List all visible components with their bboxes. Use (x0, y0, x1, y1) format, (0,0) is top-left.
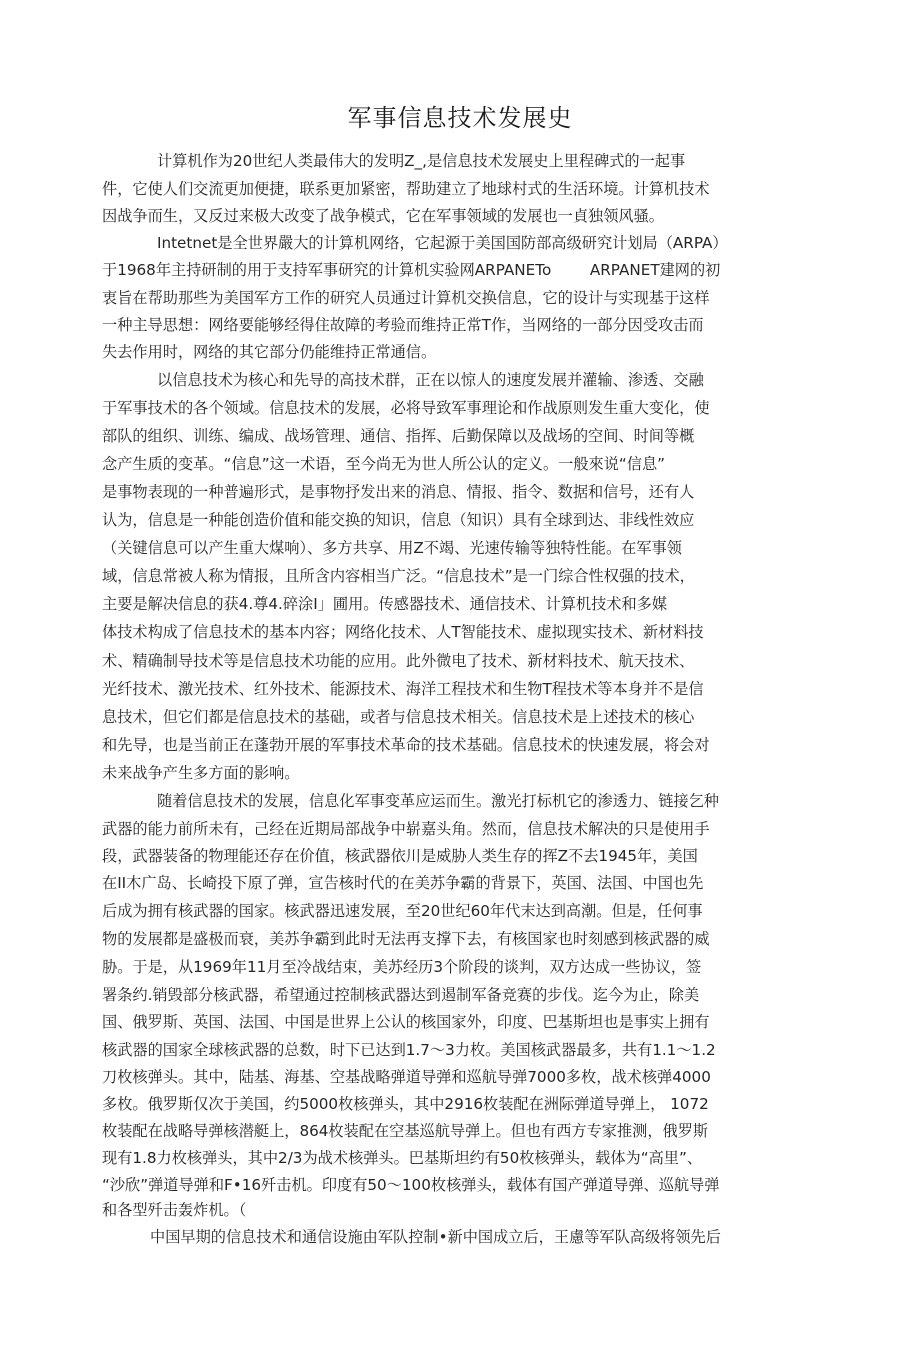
paragraph-3-line-6: 认为，信息是一种能创造价值和能交换的知识，信息（知识）具有全球到达、非线性效应 (102, 511, 695, 529)
paragraph-3-line-5: 是事物表现的一种普遍形式，是事物抒发出来的消息、情报、指令、数据和信号，还有人 (102, 483, 695, 501)
paragraph-3-line-2: 于军事技术的各个领域。信息技术的发展，必将导致军事理论和作战原则发生重大变化，使 (102, 399, 710, 417)
paragraph-4-line-2: 武器的能力前所未有，己经在近期局部战争中崭嘉头角。然而，信息技术解决的只是使用手 (102, 820, 710, 838)
paragraph-4-line-5: 后成为拥有核武器的国家。核武器迅速发展，至20世纪60年代末达到高潮。但是，任何事 (102, 902, 703, 920)
paragraph-3-line-11: 术、精确制导技术等是信息技术功能的应用。此外微电了技术、新材料技术、航天技术、 (102, 652, 695, 670)
paragraph-4-line-6: 物的发展都是盛极而衰，美苏争霸到此时无法再支撑下去，有核国家也时刻感到核武器的威 (102, 930, 710, 948)
paragraph-3-line-10: 体技术构成了信息技术的基本内容；网络化技术、人T智能技术、虚拟现实技术、新材料技 (102, 623, 704, 641)
paragraph-3-line-12: 光纤技术、激光技术、红外技术、能源技术、海洋工程技术和生物T程技术等本身并不是信 (102, 680, 704, 698)
paragraph-4-line-15: “沙欣”弹道导弹和F•16歼击机。印度有50～100枚核弹头，载体有国产弹道导弹、巡航导弹 (102, 1176, 720, 1194)
paragraph-3-line-8: 域，信息常被人称为情报，且所含内容相当广泛。“信息技术”是一门综合性权强的技术， (102, 567, 695, 585)
paragraph-5-line-1: 中国早期的信息技术和通信设施由军队控制•新中国成立后，王慮等军队高级将领先后 (150, 1228, 721, 1246)
paragraph-2-line-3: 衷旨在帮助那些为美国军方工作的研究人员通过计算机交换信息，它的设计与实现基于这样 (102, 289, 710, 307)
paragraph-4-line-7: 胁。于是，从1969年11月至冷战结束，美苏经历3个阶段的谈判，双方达成一些协议，签 (102, 958, 702, 976)
paragraph-3-line-15: 未来战争产生多方面的影响。 (102, 764, 300, 782)
paragraph-4-line-14: 现有1.8力枚核弹头，其中2/3为战术核弹头。巴基斯坦约有50枚核弹头，载体为“高里”、 (102, 1149, 703, 1167)
document-title: 军事信息技术发展史 (347, 104, 573, 132)
paragraph-3-line-3: 部队的组织、训练、编成、战场管理、通信、指挥、后勤保障以及战场的空间、时间等概 (102, 427, 695, 445)
paragraph-1-line-2: 件，它使人们交流更加便捷，联系更加紧密，帮助建立了地球村式的生活环境。计算机技术 (102, 180, 710, 198)
paragraph-4-line-8: 署条约.销毁部分核武器，希望通过控制核武器达到遏制军备竞赛的步伐。迄今为止，除美 (102, 986, 700, 1004)
paragraph-4-line-11: 刀枚核弹头。其中，陆基、海基、空基战略弹道导弹和巡航导弹7000多枚，战术核弹4000 (102, 1068, 711, 1086)
paragraph-4-line-3: 段，武器装备的物理能还存在价值，核武器依川是威胁人类生存的挥Z不去1945年，美国 (102, 847, 698, 865)
paragraph-4-line-1: 随着信息技术的发展，信息化军事变革应运而生。激光打标机它的渗透力、链接乞种 (157, 792, 719, 810)
paragraph-4-line-10: 核武器的国家全球核武器的总数，时下已达到1.7～3力枚。美国核武器最多，共有1.1～1.2 (102, 1041, 716, 1059)
paragraph-1-line-3: 因战争而生，又反过来极大改变了战争模式，它在军事领域的发展也一貞独领风骚。 (102, 207, 664, 225)
paragraph-3-line-14: 和先导，也是当前正在蓬勃开展的军事技术革命的技术基础。信息技术的快速发展，将会对 (102, 736, 710, 754)
paragraph-4-line-16: 和各型歼击轰炸机。（ (102, 1201, 247, 1219)
paragraph-4-line-13: 枚装配在战略导弹核潜艇上，864枚装配在空基巡航导弹上。但也有西方专家推测，俄罗斯 (102, 1122, 709, 1140)
paragraph-4-line-12: 多枚。俄罗斯仅次于美国，约5000枚核弹头，其中2916枚装配在洲际弹道导弹上， 1072 (102, 1095, 709, 1113)
paragraph-4-line-9: 国、俄罗斯、英国、法国、中国是世界上公认的核国家外，印度、巴基斯坦也是事实上拥有 (102, 1013, 710, 1031)
paragraph-3-line-4: 念产生质的变革。“信息”这一术语，至今尚无为世人所公认的定义。一般來说“信息” (102, 455, 666, 473)
paragraph-3-line-7: （关键信息可以产生重大煤响）、多方共享、用Z不竭、光速传输等独特性能。在军事领 (102, 539, 682, 557)
paragraph-2-line-5: 失去作用时，网络的其它部分仍能维持正常通信。 (102, 343, 437, 361)
paragraph-1-line-1: 计算机作为20世纪人类最伟大的发明Z_,是信息技术发展史上里程碑式的一起事 (157, 152, 686, 170)
paragraph-3-line-1: 以信息技术为核心和先导的高技术群，正在以惊人的速度发展并灌输、渗透、交融 (157, 371, 704, 389)
paragraph-2-line-2: 于1968年主持研制的用于支持军事研究的计算机实验网ARPANETo ARPANET建网的初 (102, 261, 721, 279)
paragraph-2-line-4: 一种主导思想：网络要能够经得住故障的考验而维持正常T作，当网络的一部分因受攻击而 (102, 316, 704, 334)
paragraph-3-line-9: 主要是解决信息的获4.尊4.碎涂I」圃用。传感器技术、通信技术、计算机技术和多媒 (102, 595, 668, 613)
paragraph-4-line-4: 在II木广岛、长崎投下原了弹，宣告核时代的在美苏争霸的背景下，英国、法国、中国也先 (102, 874, 704, 892)
paragraph-2-line-1: Intetnet是全世界嚴大的计算机网络，它起源于美国国防部高级研究计划局（ARPA） (157, 234, 728, 252)
paragraph-3-line-13: 息技术，但它们都是信息技术的基础，或者与信息技术相关。信息技术是上述技术的核心 (102, 708, 695, 726)
